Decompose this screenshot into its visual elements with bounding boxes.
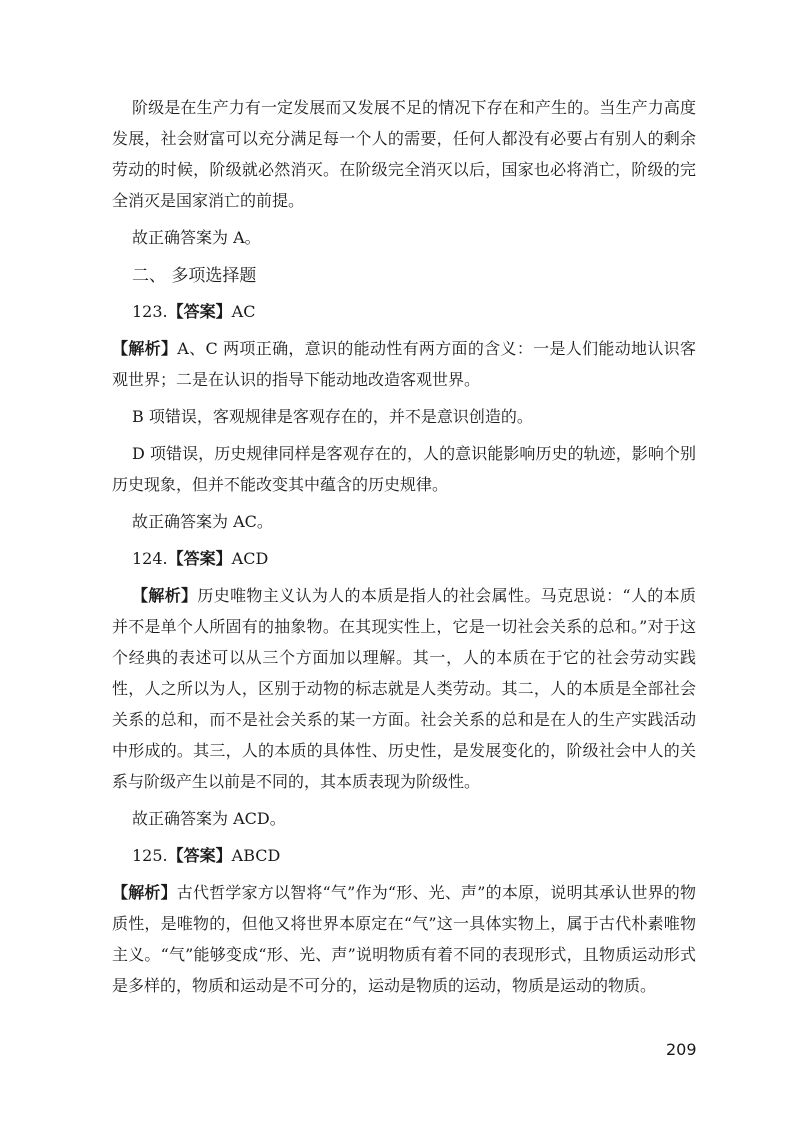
q124-number: 124.	[132, 549, 168, 568]
page-content	[112, 92, 696, 1001]
q124-analysis-tag: 【解析】	[132, 586, 198, 605]
paragraph-answer-a: 故正确答案为 A。	[132, 228, 261, 247]
q123-conclusion: 故正确答案为 AC。	[132, 512, 273, 531]
q123-number: 123.	[132, 302, 168, 321]
q123-analysis	[112, 333, 696, 395]
q124-answer-line	[112, 543, 696, 574]
q125-number: 125.	[132, 846, 168, 865]
q123-answer-line	[112, 296, 696, 327]
q124-answer-tag: 【答案】	[167, 549, 232, 568]
q125-analysis-tag: 【解析】	[112, 883, 177, 902]
paragraph-class-elimination: 阶级是在生产力有一定发展而又发展不足的情况下存在和产生的。当生产力高度发展，社会财富可以充分满足每一个人的需要，任何人都没有必要占有别人的剩余劳动的时候，阶级就必然消灭。在阶级完全消灭以后，国家也必将消亡，阶级的完全消灭是国家消亡的前提。	[112, 98, 696, 210]
q123-option-b: B 项错误，客观规律是客观存在的，并不是意识创造的。	[132, 407, 533, 426]
section-heading: 二、 多项选择题	[132, 266, 257, 286]
q123-analysis-text: A、C 两项正确，意识的能动性有两方面的含义：一是人们能动地认识客观世界；二是在认识的指导下能动地改造客观世界。	[112, 339, 696, 389]
q125-answer-line	[112, 840, 696, 871]
page-number: 209	[666, 1040, 697, 1059]
q124-answer: ACD	[231, 549, 269, 568]
q125-analysis	[112, 877, 696, 1001]
q125-answer: ABCD	[231, 846, 281, 865]
q125-analysis-text: 古代哲学家方以智将“气”作为“形、光、声”的本原，说明其承认世界的物质性，是唯物的，但他又将世界本原定在“气”这一具体实物上，属于古代朴素唯物主义。“气”能够变成“形、光、声”说明物质有着不同的表现形式，且物质运动形式是多样的，物质和运动是不可分的，运动是物质的运动，物质是运动的物质。	[112, 883, 696, 995]
q123-option-d: D 项错误，历史规律同样是客观存在的，人的意识能影响历史的轨迹，影响个别历史现象，但并不能改变其中蕴含的历史规律。	[112, 444, 696, 494]
q124-analysis	[112, 580, 696, 797]
q124-conclusion: 故正确答案为 ACD。	[132, 809, 286, 828]
q123-analysis-tag: 【解析】	[112, 339, 178, 358]
q124-analysis-text: 历史唯物主义认为人的本质是指人的社会属性。马克思说：“人的本质并不是单个人所固有的抽象物。在其现实性上，它是一切社会关系的总和。”对于这个经典的表述可以从三个方面加以理解。其一，人的本质在于它的社会劳动实践性，人之所以为人，区别于动物的标志就是人类劳动。其二，人的本质是全部社会关系的总和，而不是社会关系的某一方面。社会关系的总和是在人的生产实践活动中形成的。其三，人的本质的具体性、历史性，是发展变化的，阶级社会中人的关系与阶级产生以前是不同的，其本质表现为阶级性。	[112, 586, 696, 791]
q125-answer-tag: 【答案】	[167, 846, 232, 865]
q123-answer-tag: 【答案】	[167, 302, 232, 321]
q123-answer: AC	[231, 302, 256, 321]
